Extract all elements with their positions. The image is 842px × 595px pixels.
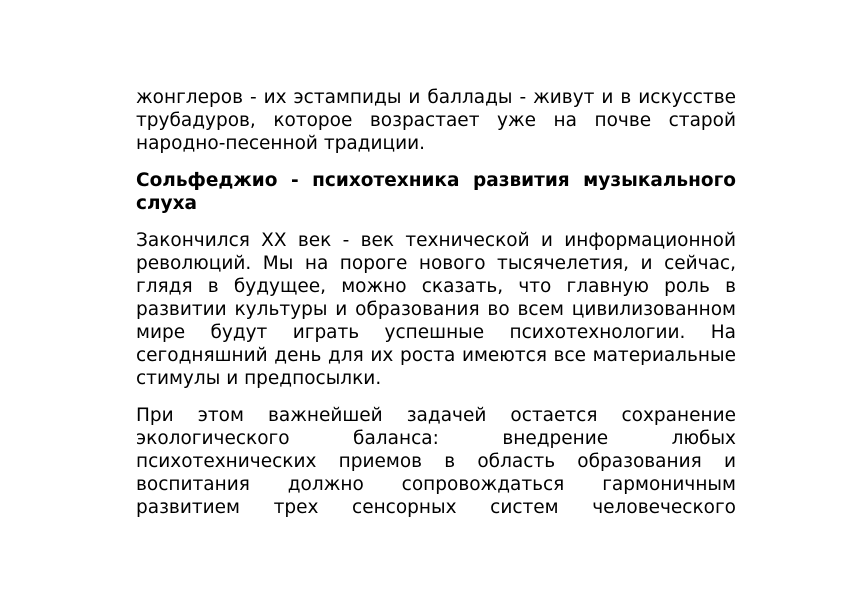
paragraph-continuation: жонглеров - их эстампиды и баллады - живут и в искусстве трубадуров, которое возрастает уже на почве старой народно-песенной традиции. (136, 87, 736, 154)
document-page (136, 86, 736, 533)
paragraph-intro: Закончился XX век - век технической и информационной революций. Мы на пороге нового тысячелетия, и сейчас, глядя в будущее, можно сказать, что главную роль в развитии культуры и образования во всем цивилизованном мире будут играть успешные психотехнологии. На сегодняшний день для их роста имеются все материальные стимулы и предпосылки. (136, 230, 736, 389)
section-heading: Сольфеджио - психотехника развития музыкального слуха (136, 170, 736, 214)
paragraph-ecology: При этом важнейшей задачей остается сохранение экологического баланса: внедрение любых психотехнических приемов в область образования и воспитания должно сопровождаться гармоничным развитием трех сенсорных систем человеческого (136, 405, 736, 518)
